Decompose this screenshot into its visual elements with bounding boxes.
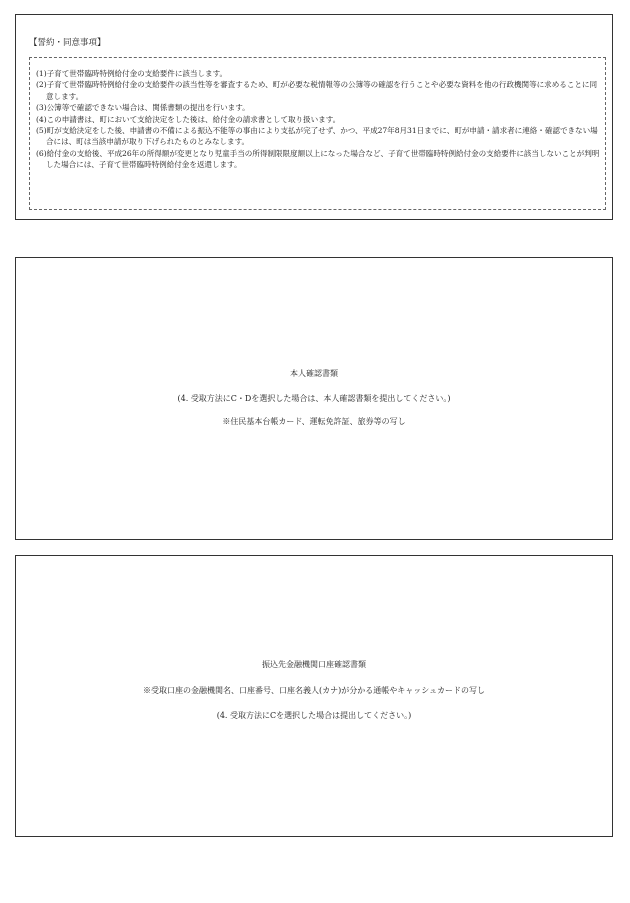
pledge-title: 【誓約・同意事項】 (29, 38, 106, 48)
bank-account-document-note: (4. 受取方法にCを選択した場合は提出してください。) (216, 711, 412, 720)
bank-account-document-instructions (16, 659, 612, 722)
bank-account-document-title: 振込先金融機関口座確認書類 (262, 660, 366, 669)
identity-document-note: (4. 受取方法にC・Dを選択した場合は、本人確認書類を提出してください。) (177, 394, 451, 403)
identity-document-instructions (16, 368, 612, 428)
pledge-clauses-box (29, 57, 606, 210)
identity-document-title: 本人確認書類 (290, 369, 338, 378)
bank-account-document-attachment-area (15, 555, 613, 837)
pledge-section (15, 14, 613, 220)
pledge-clause-3: (3)公簿等で確認できない場合は、関係書類の提出を行います。 (36, 103, 250, 113)
pledge-clause-1: (1)子育て世帯臨時特例給付金の支給要件に該当します。 (36, 69, 228, 78)
identity-document-examples: ※住民基本台帳カード、運転免許証、旅券等の写し (222, 417, 406, 426)
pledge-clause-6: (6)給付金の支給後、平成26年の所得額が変更となり児童手当の所得制限限度額以上になった場合など、子育て世帯臨時特例給付金の支給要件に該当しないことが判明した場合には、子育て世帯臨時特例給付金を返還します。 (36, 148, 600, 170)
pledge-clause-5: (5)町が支給決定をした後、申請書の不備による振込不能等の事由により支払が完了せず、かつ、平成27年8月31日までに、町が申請・請求者に連絡・確認できない場合には、町は当該申請が取り下げられたものとみなします。 (36, 126, 598, 147)
pledge-clause-4: (4)この申請書は、町において支給決定をした後は、給付金の請求書として取り扱います。 (36, 114, 341, 124)
identity-document-attachment-area (15, 257, 613, 540)
pledge-clause-2: (2)子育て世帯臨時特例給付金の支給要件の該当性等を審査するため、町が必要な税情報等の公簿等の確認を行うことや必要な資料を他の行政機関等に求めることに同意します。 (36, 80, 597, 101)
bank-account-document-examples: ※受取口座の金融機関名、口座番号、口座名義人(カナ)が分かる通帳やキャッシュカードの写し (142, 686, 486, 695)
